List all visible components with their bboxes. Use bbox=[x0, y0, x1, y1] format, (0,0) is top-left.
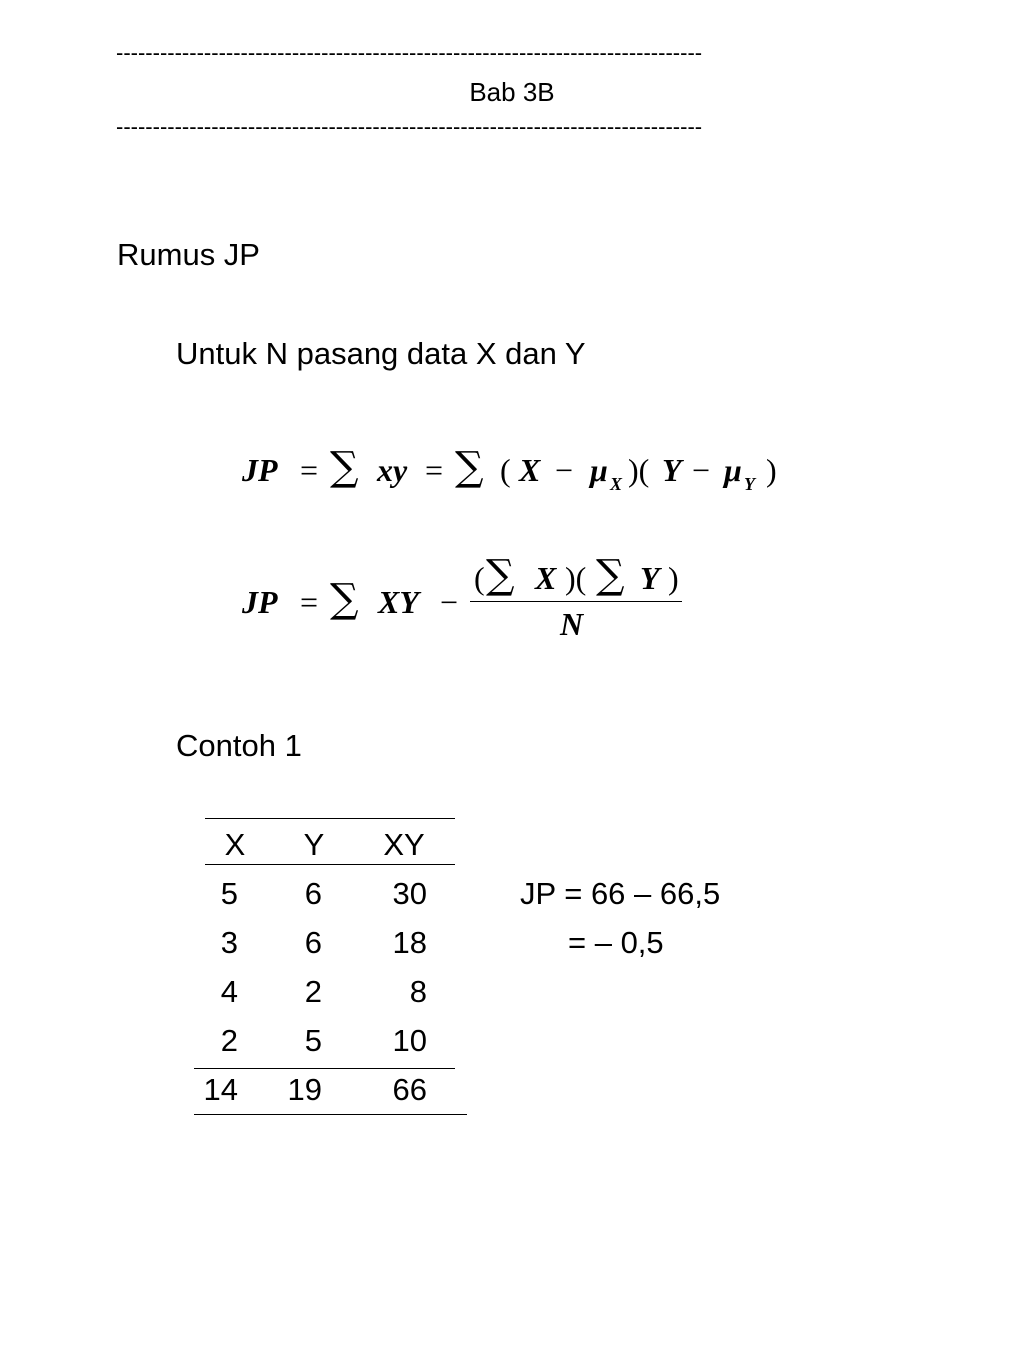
f1-x: X bbox=[519, 452, 541, 488]
intro-text: Untuk N pasang data X dan Y bbox=[176, 336, 586, 371]
f2-num-sigma-1: ∑ bbox=[486, 552, 515, 598]
f1-close: ) bbox=[766, 452, 777, 488]
cell-x: 3 bbox=[220, 925, 238, 960]
table-header-rule bbox=[205, 864, 455, 865]
f2-num-close: ) bbox=[668, 560, 679, 596]
section-title: Rumus JP bbox=[117, 237, 260, 272]
header-dash-top: -------------------------------------------------------------------------------- bbox=[116, 42, 703, 64]
f2-sigma: ∑ bbox=[330, 576, 359, 622]
f1-minus-2: − bbox=[692, 452, 711, 488]
f2-num-mid: )( bbox=[565, 560, 587, 596]
f2-num-y: Y bbox=[640, 560, 660, 596]
f1-mu-x: μ bbox=[590, 452, 608, 488]
cell-x: 5 bbox=[220, 876, 238, 911]
total-x: 14 bbox=[203, 1072, 238, 1107]
cell-xy: 30 bbox=[392, 876, 427, 911]
cell-y: 6 bbox=[304, 876, 322, 911]
table-sum-rule bbox=[194, 1068, 455, 1069]
cell-y: 2 bbox=[304, 974, 322, 1009]
result-line-1: JP = 66 – 66,5 bbox=[520, 876, 721, 911]
f1-y: Y bbox=[662, 452, 682, 488]
cell-xy: 18 bbox=[392, 925, 427, 960]
f2-minus: − bbox=[440, 584, 459, 620]
cell-x: 2 bbox=[220, 1023, 238, 1058]
cell-xy: 10 bbox=[392, 1023, 427, 1058]
total-y: 19 bbox=[287, 1072, 322, 1107]
table-header-x: X bbox=[224, 827, 246, 862]
fraction-bar bbox=[470, 601, 682, 602]
f1-xy: xy bbox=[377, 452, 408, 488]
header-dash-bottom: -------------------------------------------------------------------------------- bbox=[116, 116, 703, 138]
f2-num-open: ( bbox=[474, 560, 485, 596]
f1-mu-y: μ bbox=[724, 452, 742, 488]
cell-xy: 8 bbox=[409, 974, 427, 1009]
table-header-y: Y bbox=[303, 827, 325, 862]
f1-minus-1: − bbox=[555, 452, 574, 488]
f1-open: ( bbox=[500, 452, 511, 488]
f1-lhs: JP bbox=[242, 452, 278, 488]
f2-num-x: X bbox=[535, 560, 557, 596]
f2-num-sigma-2: ∑ bbox=[596, 552, 625, 598]
chapter-title: Bab 3B bbox=[469, 77, 555, 107]
f1-sigma-2: ∑ bbox=[455, 444, 484, 490]
f2-eq: = bbox=[300, 584, 319, 620]
table-top-rule bbox=[205, 818, 455, 819]
f1-eq-1: = bbox=[300, 452, 319, 488]
cell-y: 6 bbox=[304, 925, 322, 960]
f1-mid: )( bbox=[628, 452, 650, 488]
f1-sub-x: X bbox=[610, 474, 623, 494]
result-line-2: = – 0,5 bbox=[568, 925, 664, 960]
f1-eq-2: = bbox=[425, 452, 444, 488]
cell-y: 5 bbox=[304, 1023, 322, 1058]
table-bottom-rule bbox=[194, 1114, 467, 1115]
f2-xy: XY bbox=[378, 584, 419, 620]
example-title: Contoh 1 bbox=[176, 728, 302, 763]
f1-sigma-1: ∑ bbox=[330, 444, 359, 490]
total-xy: 66 bbox=[392, 1072, 427, 1107]
cell-x: 4 bbox=[220, 974, 238, 1009]
f1-sub-y: Y bbox=[744, 474, 755, 494]
table-header-xy: XY bbox=[383, 827, 425, 862]
f2-denominator: N bbox=[560, 606, 584, 642]
f2-lhs: JP bbox=[242, 584, 278, 620]
